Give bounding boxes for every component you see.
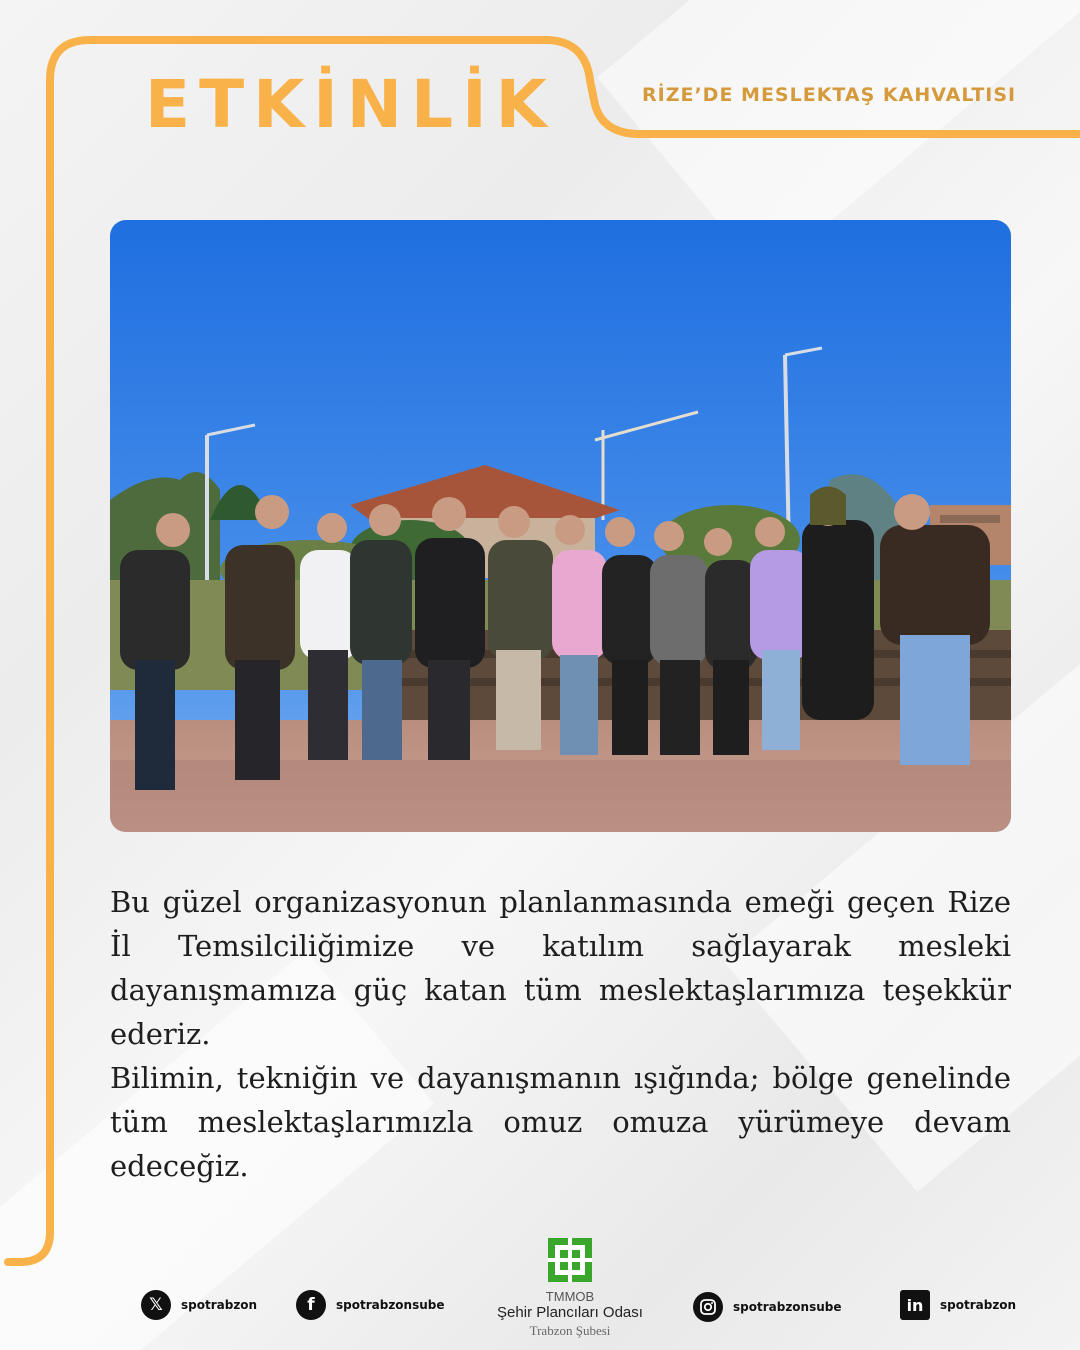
social-handle: spotrabzon [940,1298,1017,1312]
logo-mark-icon [548,1238,592,1282]
social-x[interactable] [141,1290,257,1320]
social-handle: spotrabzon [181,1298,258,1312]
body-text [110,880,1011,1188]
logo-line-tmmob: TMMOB [545,1289,595,1304]
body-paragraph: Bu güzel organizasyonun planlanmasında emeği geçen Rize İl Temsilciliğimize ve katılım sağlayarak mesleki dayanışmamıza güç katan tüm meslektaşlarımıza teşekkür ederiz. [110,885,1011,1051]
group-photo [110,220,1011,832]
linkedin-icon: in [900,1290,930,1320]
facebook-icon: f [296,1290,326,1320]
social-instagram[interactable] [693,1292,842,1322]
logo-line-name: Şehir Plancıları Odası [497,1304,643,1321]
event-subtitle: RİZE’DE MESLEKTAŞ KAHVALTISI [642,84,1017,106]
logo-line-branch: Trabzon Şubesi [529,1323,611,1338]
x-icon: 𝕏 [141,1290,171,1320]
social-handle: spotrabzonsube [336,1298,445,1312]
social-linkedin[interactable] [900,1290,1016,1320]
organization-logo [490,1238,650,1339]
page-title: ETKİNLİK [145,66,556,143]
instagram-icon [693,1292,723,1322]
social-facebook[interactable] [296,1290,445,1320]
body-paragraph: Bilimin, tekniğin ve dayanışmanın ışığında; bölge genelinde tüm meslektaşlarımızla omuz omuza yürümeye devam edeceğiz. [110,1061,1011,1183]
social-handle: spotrabzonsube [733,1300,842,1314]
